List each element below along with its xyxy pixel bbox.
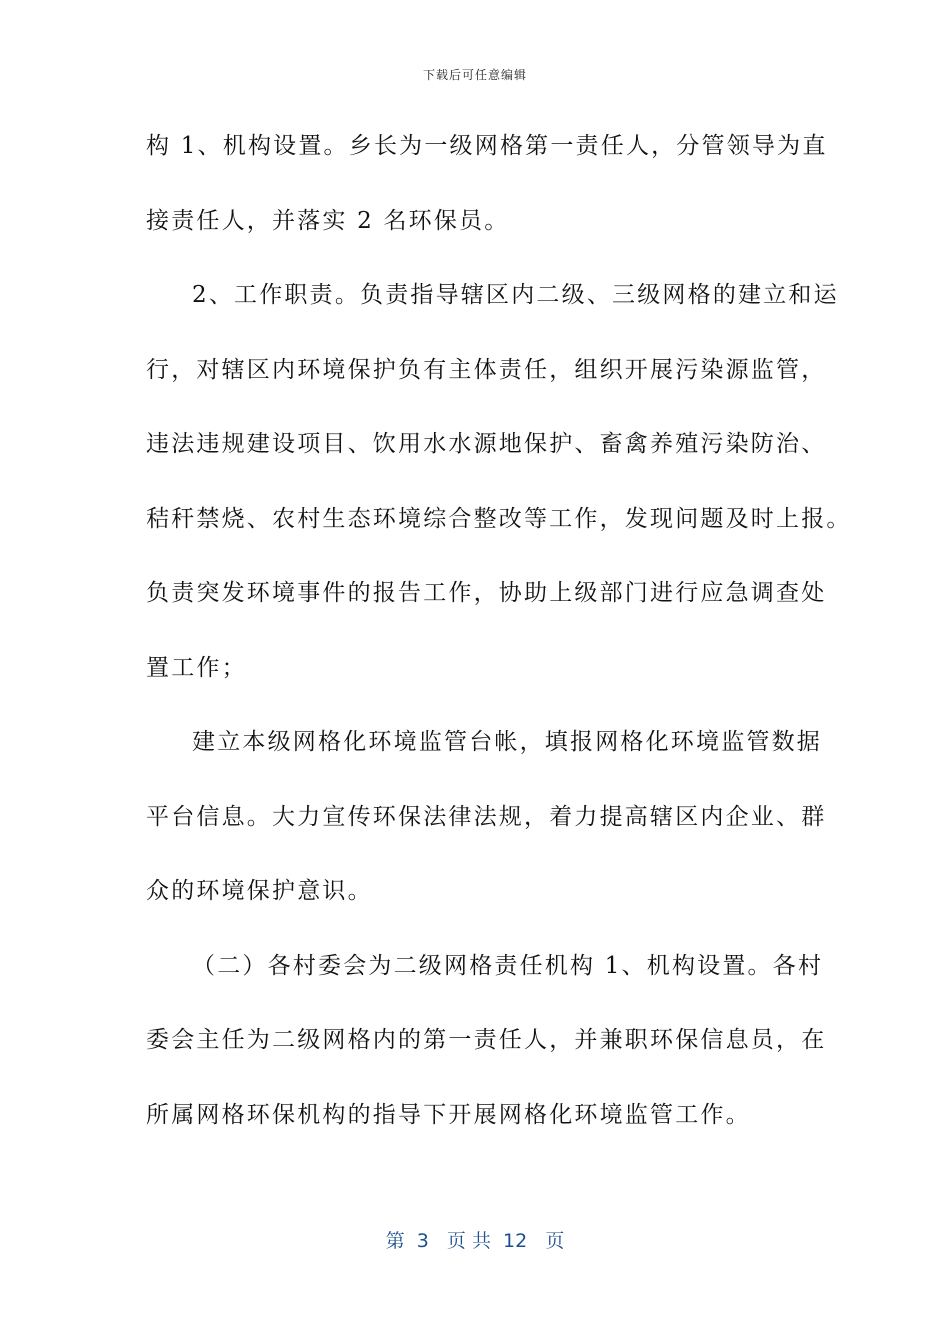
- document-body: [146, 126, 852, 1169]
- text-line: 众的环境保护意识。: [146, 878, 373, 904]
- text-line: 负责突发环境事件的报告工作，协助上级部门进行应急调查处: [146, 580, 827, 606]
- page-number-footer: 第 3 页 共 12 页: [385, 1230, 565, 1252]
- text-line: 置工作；: [146, 654, 247, 681]
- text-line: 平台信息。大力宣传环保法律法规，着力提高辖区内企业、群: [146, 803, 827, 830]
- text-line: 2、工作职责。负责指导辖区内二级、三级网格的建立和运: [192, 282, 839, 308]
- text-line: 接责任人，并落实 2 名环保员。: [146, 207, 510, 234]
- text-line: 构 1、机构设置。乡长为一级网格第一责任人，分管领导为直: [146, 133, 828, 159]
- text-line: 违法违规建设项目、饮用水水源地保护、畜禽养殖污染防治、: [146, 431, 827, 457]
- text-line: 秸秆禁烧、农村生态环境综合整改等工作，发现问题及时上报。: [146, 505, 852, 532]
- text-line: （二）各村委会为二级网格责任机构 1、机构设置。各村: [192, 952, 824, 979]
- text-line: 建立本级网格化环境监管台帐，填报网格化环境监管数据: [192, 729, 822, 755]
- text-line: 委会主任为二级网格内的第一责任人，并兼职环保信息员，在: [146, 1027, 827, 1053]
- header-note: 下载后可任意编辑: [422, 68, 527, 82]
- text-line: 行，对辖区内环境保护负有主体责任，组织开展污染源监管，: [146, 356, 827, 383]
- text-line: 所属网格环保机构的指导下开展网格化环境监管工作。: [146, 1101, 751, 1128]
